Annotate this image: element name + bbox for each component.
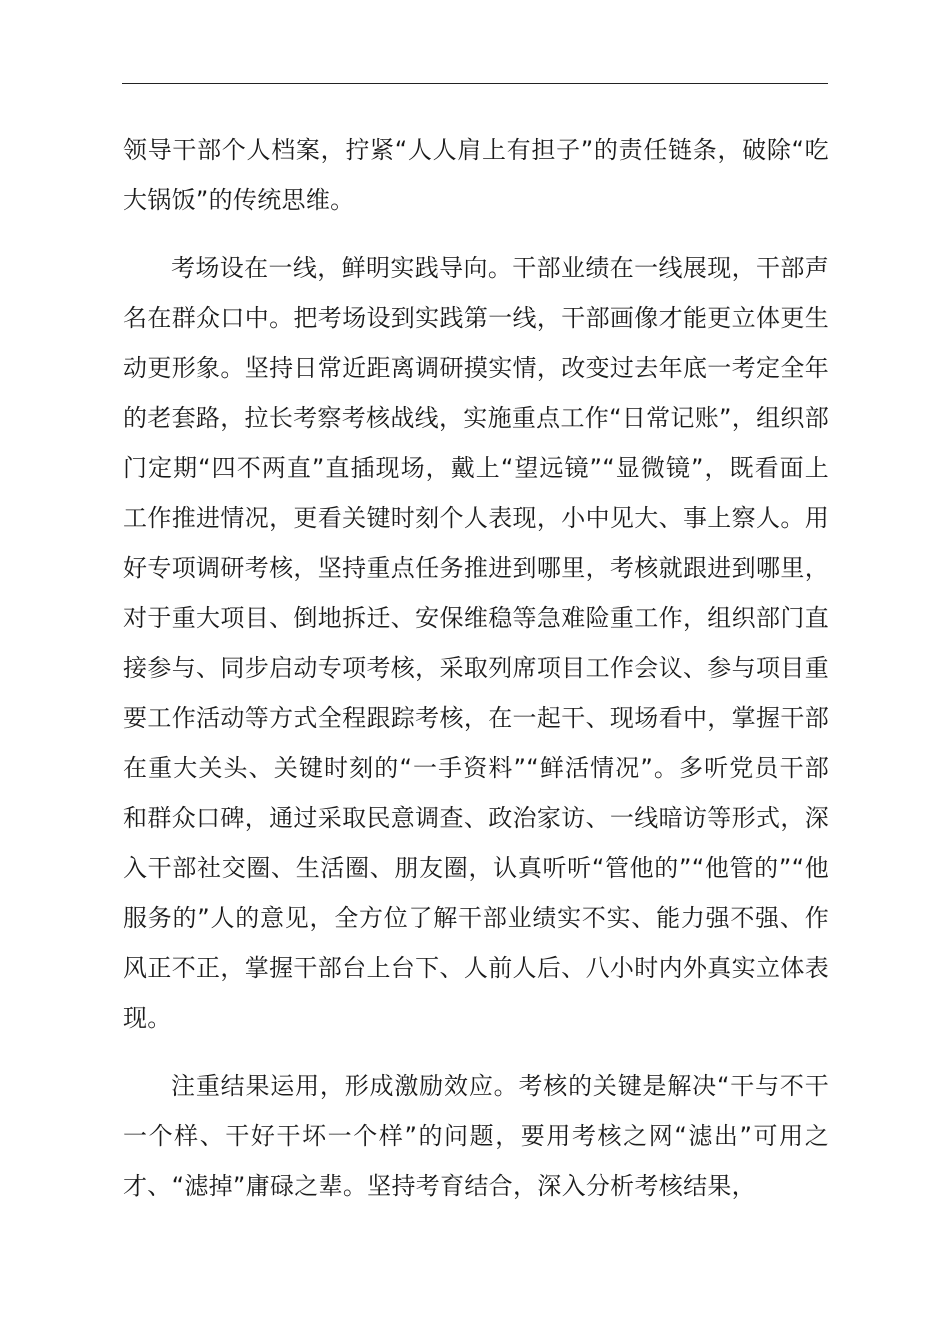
paragraph-continued: 领导干部个人档案，拧紧“人人肩上有担子”的责任链条，破除“吃大锅饭”的传统思维。	[123, 136, 829, 214]
paragraph-frontline-exam: 考场设在一线，鲜明实践导向。干部业绩在一线展现，干部声名在群众口中。把考场设到实践第一线，干部画像才能更立体更生动更形象。坚持日常近距离调研摸实情，改变过去年底一考定全年的老套路，拉长考察考核战线，实施重点工作“日常记账”，组织部门定期“四不两直”直插现场，戴上“望远镜”“显微镜”，既看面上工作推进情况，更看关键时刻个人表现，小中见大、事上察人。用好专项调研考核，坚持重点任务推进到哪里，考核就跟进到哪里，对于重大项目、倒地拆迁、安保维稳等急难险重工作，组织部门直接参与、同步启动专项考核，采取列席项目工作会议、参与项目重要工作活动等方式全程跟踪考核，在一起干、现场看中，掌握干部在重大关头、关键时刻的“一手资料”“鲜活情况”。多听党员干部和群众口碑，通过采取民意调查、政治家访、一线暗访等形式，深入干部社交圈、生活圈、朋友圈，认真听听“管他的”“他管的”“他服务的”人的意见，全方位了解干部业绩实不实、能力强不强、作风正不正，掌握干部台上台下、人前人后、八小时内外真实立体表现。	[123, 254, 829, 1032]
paragraph-results-use: 注重结果运用，形成激励效应。考核的关键是解决“干与不干一个样、干好干坏一个样”的问题，要用考核之网“滤出”可用之才、“滤掉”庸碌之辈。坚持考育结合，深入分析考核结果，	[123, 1072, 829, 1200]
header-rule	[122, 83, 828, 84]
body-text	[123, 125, 829, 1211]
